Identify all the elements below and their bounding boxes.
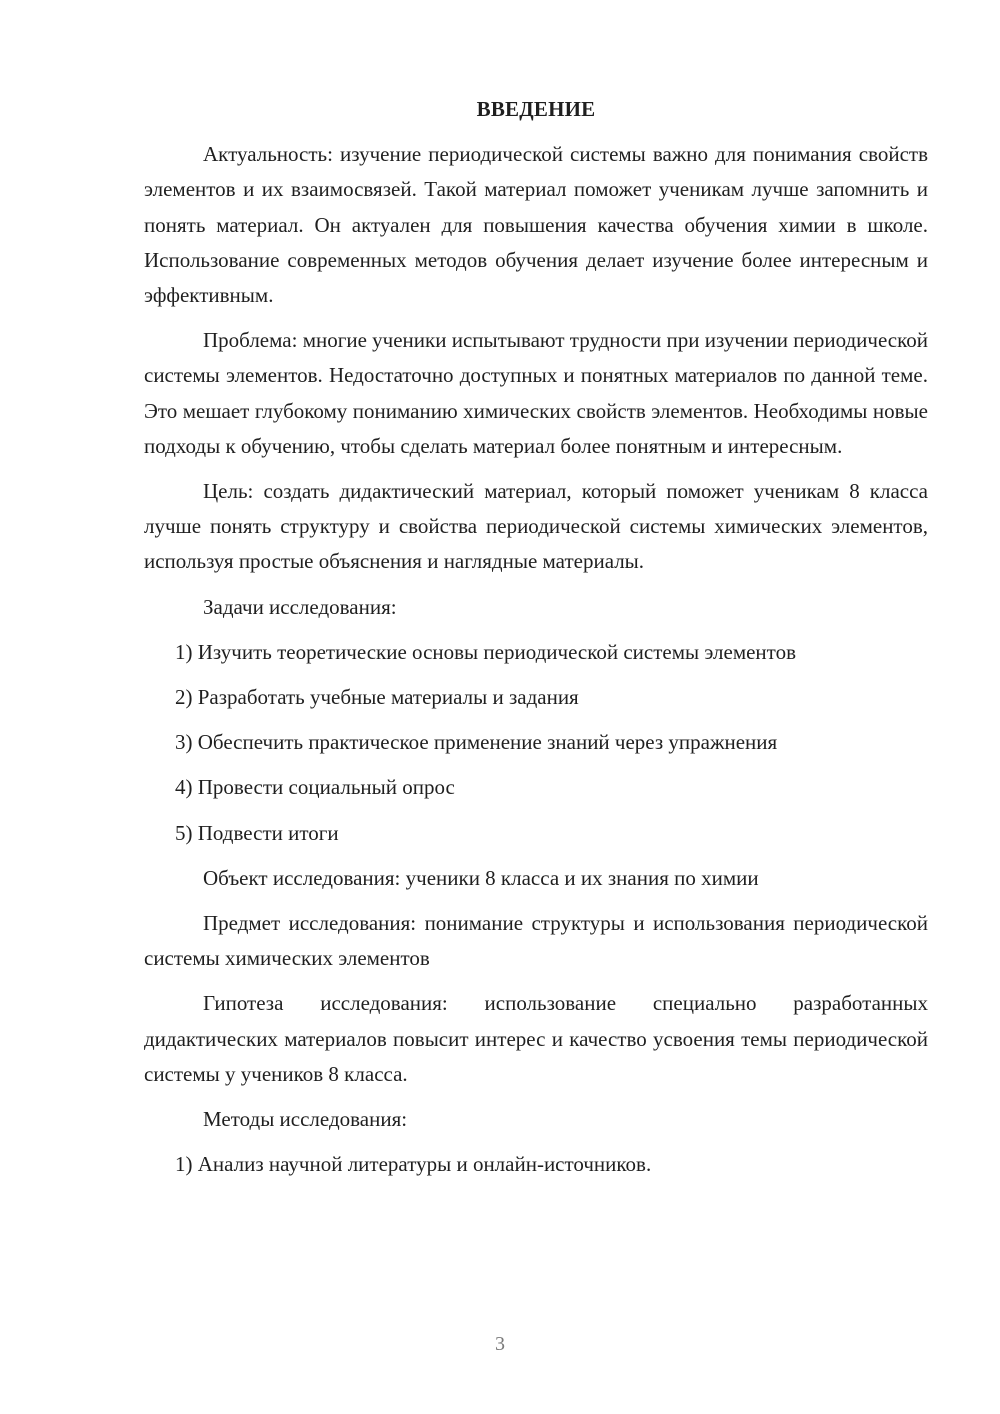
section-heading: ВВЕДЕНИЕ	[476, 97, 596, 121]
page-number: 3	[495, 1333, 505, 1355]
tasks-title: Задачи исследования:	[203, 594, 397, 619]
list-item-task-5: 5) Подвести итоги	[175, 820, 339, 845]
list-item-method-1: 1) Анализ научной литературы и онлайн-источников.	[175, 1152, 652, 1177]
object-paragraph: Объект исследования: ученики 8 класса и их знания по химии	[203, 865, 759, 890]
subject-paragraph: Предмет исследования: понимание структуры и использования периодической системы химических элементов	[144, 911, 928, 971]
list-item-task-2: 2) Разработать учебные материалы и задания	[175, 685, 579, 710]
goal-paragraph: Цель: создать дидактический материал, который поможет ученикам 8 класса лучше понять структуру и свойства периодической системы химических элементов, используя простые объяснения и наглядные материалы.	[144, 479, 928, 574]
list-item-task-3: 3) Обеспечить практическое применение знаний через упражнения	[175, 730, 778, 755]
hypothesis-paragraph: Гипотеза исследования: использование специально разработанных дидактических материалов повысит интерес и качество усвоения темы периодической системы у учеников 8 класса.	[144, 991, 928, 1086]
relevance-paragraph: Актуальность: изучение периодической системы важно для понимания свойств элементов и их взаимосвязей. Такой материал поможет ученикам лучше запомнить и понять материал. Он актуален для повышения качества обучения химии в школе. Использование современных методов обучения делает изучение более интересным и эффективным.	[144, 142, 928, 308]
list-item-task-1: 1) Изучить теоретические основы периодической системы элементов	[175, 639, 796, 664]
list-item-task-4: 4) Провести социальный опрос	[175, 775, 455, 800]
problem-paragraph: Проблема: многие ученики испытывают трудности при изучении периодической системы элементов. Недостаточно доступных и понятных материалов по данной теме. Это мешает глубокому пониманию химических свойств элементов. Необходимы новые подходы к обучению, чтобы сделать материал более понятным и интересным.	[144, 328, 928, 458]
page-content	[144, 92, 928, 1192]
methods-title: Методы исследования:	[203, 1107, 408, 1132]
